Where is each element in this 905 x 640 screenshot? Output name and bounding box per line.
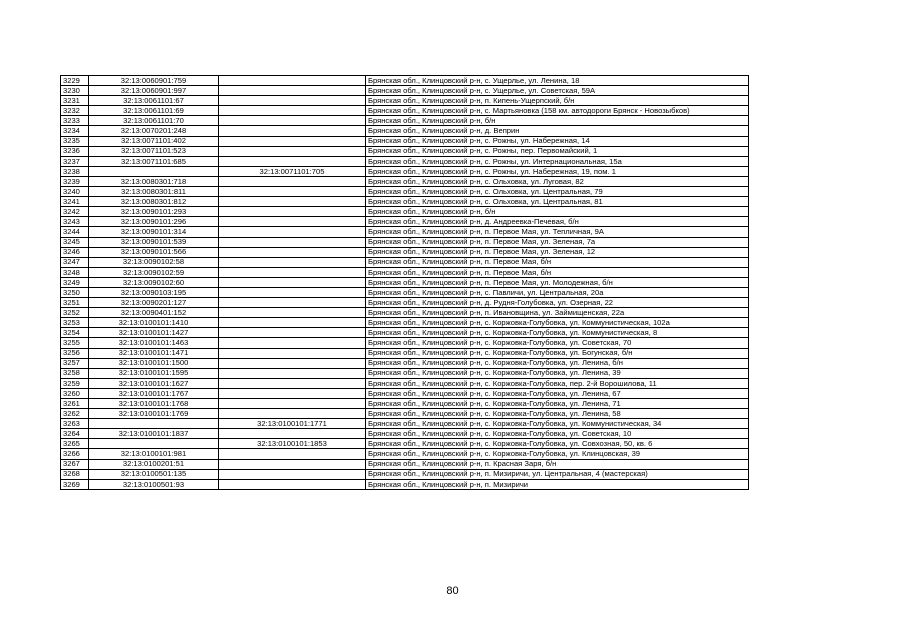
table-row [61, 156, 749, 166]
table-row [61, 136, 749, 146]
row-number-cell: 3269 [61, 479, 89, 489]
address-cell: Брянская обл., Клинцовский р-н, п. Первое Мая, б/н [366, 267, 749, 277]
table-row [61, 267, 749, 277]
cadastral-number-cell: 32:13:0100501:93 [89, 479, 219, 489]
address-cell: Брянская обл., Клинцовский р-н, с. Коржовка-Голубовка, ул. Коммунистическая, 102а [366, 318, 749, 328]
cadastral-number-alt-cell [219, 156, 366, 166]
row-number-cell: 3238 [61, 166, 89, 176]
address-cell: Брянская обл., Клинцовский р-н, с. Ольховка, ул. Центральная, 79 [366, 187, 749, 197]
row-number-cell: 3255 [61, 338, 89, 348]
address-cell: Брянская обл., Клинцовский р-н, б/н [366, 116, 749, 126]
address-cell: Брянская обл., Клинцовский р-н, п. Первое Мая, б/н [366, 257, 749, 267]
row-number-cell: 3239 [61, 176, 89, 186]
table-row [61, 227, 749, 237]
cadastral-number-cell: 32:13:0060901:759 [89, 76, 219, 86]
cadastral-number-cell: 32:13:0100101:1595 [89, 368, 219, 378]
cadastral-number-cell: 32:13:0100101:1767 [89, 388, 219, 398]
page-number: 80 [446, 585, 459, 597]
row-number-cell: 3244 [61, 227, 89, 237]
row-number-cell: 3247 [61, 257, 89, 267]
cadastral-number-cell: 32:13:0100101:1500 [89, 358, 219, 368]
cadastral-number-alt-cell [219, 176, 366, 186]
address-cell: Брянская обл., Клинцовский р-н, п. Первое Мая, ул. Зеленая, 12 [366, 247, 749, 257]
cadastral-number-alt-cell [219, 227, 366, 237]
address-cell: Брянская обл., Клинцовский р-н, п. Ивановщина, ул. Займищенская, 22а [366, 308, 749, 318]
row-number-cell: 3241 [61, 197, 89, 207]
table-row [61, 207, 749, 217]
row-number-cell: 3235 [61, 136, 89, 146]
address-cell: Брянская обл., Клинцовский р-н, с. Коржовка-Голубовка, ул. Коммунистическая, 34 [366, 419, 749, 429]
cadastral-number-alt-cell [219, 96, 366, 106]
row-number-cell: 3240 [61, 187, 89, 197]
cadastral-number-alt-cell [219, 207, 366, 217]
cadastral-number-alt-cell [219, 267, 366, 277]
address-cell: Брянская обл., Клинцовский р-н, с. Рожны, пер. Первомайский, 1 [366, 146, 749, 156]
row-number-cell: 3265 [61, 439, 89, 449]
address-cell: Брянская обл., Клинцовский р-н, с. Коржовка-Голубовка, ул. Богунская, б/н [366, 348, 749, 358]
row-number-cell: 3254 [61, 328, 89, 338]
table-row [61, 247, 749, 257]
address-cell: Брянская обл., Клинцовский р-н, п. Первое Мая, ул. Зеленая, 7а [366, 237, 749, 247]
table-row [61, 237, 749, 247]
cadastral-number-alt-cell [219, 86, 366, 96]
cadastral-number-alt-cell [219, 358, 366, 368]
table-row [61, 308, 749, 318]
table-row [61, 86, 749, 96]
row-number-cell: 3262 [61, 409, 89, 419]
row-number-cell: 3268 [61, 469, 89, 479]
row-number-cell: 3236 [61, 146, 89, 156]
cadastral-number-alt-cell [219, 136, 366, 146]
address-cell: Брянская обл., Клинцовский р-н, с. Рожны, ул. Интернациональная, 15а [366, 156, 749, 166]
row-number-cell: 3231 [61, 96, 89, 106]
cadastral-number-cell: 32:13:0090101:566 [89, 247, 219, 257]
table-row [61, 348, 749, 358]
address-cell: Брянская обл., Клинцовский р-н, с. Коржовка-Голубовка, ул. Коммунистическая, 8 [366, 328, 749, 338]
table-row [61, 388, 749, 398]
address-cell: Брянская обл., Клинцовский р-н, п. Красная Заря, б/н [366, 459, 749, 469]
table-row [61, 176, 749, 186]
cadastral-number-cell: 32:13:0090101:293 [89, 207, 219, 217]
row-number-cell: 3242 [61, 207, 89, 217]
table-row [61, 318, 749, 328]
address-cell: Брянская обл., Клинцовский р-н, с. Мартьяновка (158 км. автодороги Брянск - Новозыбков) [366, 106, 749, 116]
table-row [61, 338, 749, 348]
cadastral-number-cell: 32:13:0071101:685 [89, 156, 219, 166]
cadastral-number-alt-cell [219, 287, 366, 297]
address-cell: Брянская обл., Клинцовский р-н, с. Ущерлье, ул. Ленина, 18 [366, 76, 749, 86]
cadastral-number-alt-cell [219, 338, 366, 348]
cadastral-number-cell: 32:13:0061101:70 [89, 116, 219, 126]
property-table-body [61, 76, 749, 490]
cadastral-number-alt-cell [219, 479, 366, 489]
cadastral-number-alt-cell [219, 449, 366, 459]
cadastral-number-cell: 32:13:0080301:811 [89, 187, 219, 197]
address-cell: Брянская обл., Клинцовский р-н, п. Первое Мая, ул. Тепличная, 9А [366, 227, 749, 237]
row-number-cell: 3263 [61, 419, 89, 429]
table-row [61, 358, 749, 368]
table-row [61, 298, 749, 308]
cadastral-number-cell: 32:13:0090401:152 [89, 308, 219, 318]
table-row [61, 166, 749, 176]
row-number-cell: 3248 [61, 267, 89, 277]
cadastral-number-alt-cell [219, 328, 366, 338]
cadastral-number-alt-cell [219, 217, 366, 227]
table-row [61, 116, 749, 126]
table-row [61, 96, 749, 106]
table-row [61, 187, 749, 197]
table-row [61, 439, 749, 449]
row-number-cell: 3232 [61, 106, 89, 116]
cadastral-number-alt-cell [219, 409, 366, 419]
cadastral-number-alt-cell [219, 197, 366, 207]
table-row [61, 287, 749, 297]
cadastral-number-cell: 32:13:0071101:523 [89, 146, 219, 156]
address-cell: Брянская обл., Клинцовский р-н, д. Веприн [366, 126, 749, 136]
cadastral-number-alt-cell: 32:13:0100101:1853 [219, 439, 366, 449]
cadastral-number-alt-cell [219, 298, 366, 308]
cadastral-number-cell: 32:13:0100101:1837 [89, 429, 219, 439]
cadastral-number-alt-cell [219, 378, 366, 388]
table-row [61, 378, 749, 388]
cadastral-number-cell: 32:13:0100101:1768 [89, 399, 219, 409]
cadastral-number-cell: 32:13:0061101:67 [89, 96, 219, 106]
row-number-cell: 3256 [61, 348, 89, 358]
table-row [61, 409, 749, 419]
table-row [61, 399, 749, 409]
row-number-cell: 3264 [61, 429, 89, 439]
table-row [61, 146, 749, 156]
address-cell: Брянская обл., Клинцовский р-н, п. Мизиричи [366, 479, 749, 489]
row-number-cell: 3253 [61, 318, 89, 328]
cadastral-number-cell: 32:13:0090102:60 [89, 277, 219, 287]
row-number-cell: 3258 [61, 368, 89, 378]
table-row [61, 429, 749, 439]
cadastral-number-alt-cell [219, 308, 366, 318]
row-number-cell: 3261 [61, 399, 89, 409]
address-cell: Брянская обл., Клинцовский р-н, п. Кипень-Ущерпский, б/н [366, 96, 749, 106]
cadastral-number-alt-cell [219, 237, 366, 247]
address-cell: Брянская обл., Клинцовский р-н, с. Коржовка-Голубовка, ул. Советская, 70 [366, 338, 749, 348]
table-row [61, 217, 749, 227]
address-cell: Брянская обл., Клинцовский р-н, с. Ольховка, ул. Луговая, 82 [366, 176, 749, 186]
row-number-cell: 3266 [61, 449, 89, 459]
address-cell: Брянская обл., Клинцовский р-н, с. Коржовка-Голубовка, ул. Клинцовская, 39 [366, 449, 749, 459]
table-row [61, 368, 749, 378]
cadastral-number-alt-cell [219, 126, 366, 136]
table-row [61, 459, 749, 469]
address-cell: Брянская обл., Клинцовский р-н, с. Коржовка-Голубовка, ул. Ленина, б/н [366, 358, 749, 368]
cadastral-number-alt-cell [219, 318, 366, 328]
address-cell: Брянская обл., Клинцовский р-н, с. Рожны, ул. Набережная, 19, пом. 1 [366, 166, 749, 176]
cadastral-number-cell: 32:13:0061101:69 [89, 106, 219, 116]
address-cell: Брянская обл., Клинцовский р-н, с. Коржовка-Голубовка, ул. Ленина, 71 [366, 399, 749, 409]
cadastral-number-alt-cell [219, 257, 366, 267]
address-cell: Брянская обл., Клинцовский р-н, с. Коржовка-Голубовка, ул. Ленина, 67 [366, 388, 749, 398]
cadastral-number-cell: 32:13:0100101:1427 [89, 328, 219, 338]
cadastral-number-cell: 32:13:0100101:1769 [89, 409, 219, 419]
row-number-cell: 3259 [61, 378, 89, 388]
cadastral-number-cell: 32:13:0070201:248 [89, 126, 219, 136]
address-cell: Брянская обл., Клинцовский р-н, с. Коржовка-Голубовка, ул. Ленина, 39 [366, 368, 749, 378]
table-row [61, 449, 749, 459]
cadastral-number-alt-cell [219, 76, 366, 86]
row-number-cell: 3252 [61, 308, 89, 318]
row-number-cell: 3229 [61, 76, 89, 86]
address-cell: Брянская обл., Клинцовский р-н, п. Первое Мая, ул. Молодежная, б/н [366, 277, 749, 287]
cadastral-number-cell: 32:13:0080301:812 [89, 197, 219, 207]
cadastral-number-alt-cell [219, 399, 366, 409]
cadastral-number-alt-cell [219, 368, 366, 378]
table-row [61, 126, 749, 136]
table-row [61, 328, 749, 338]
cadastral-number-cell: 32:13:0071101:402 [89, 136, 219, 146]
address-cell: Брянская обл., Клинцовский р-н, д. Андреевка-Печевая, б/н [366, 217, 749, 227]
table-row [61, 106, 749, 116]
row-number-cell: 3250 [61, 287, 89, 297]
address-cell: Брянская обл., Клинцовский р-н, с. Коржовка-Голубовка, ул. Совхозная, 50, кв. 6 [366, 439, 749, 449]
cadastral-number-cell: 32:13:0090101:296 [89, 217, 219, 227]
cadastral-number-cell [89, 439, 219, 449]
row-number-cell: 3251 [61, 298, 89, 308]
cadastral-number-alt-cell [219, 469, 366, 479]
address-cell: Брянская обл., Клинцовский р-н, б/н [366, 207, 749, 217]
row-number-cell: 3245 [61, 237, 89, 247]
address-cell: Брянская обл., Клинцовский р-н, с. Коржовка-Голубовка, пер. 2-й Ворошилова, 11 [366, 378, 749, 388]
table-row [61, 76, 749, 86]
cadastral-number-cell: 32:13:0090101:539 [89, 237, 219, 247]
address-cell: Брянская обл., Клинцовский р-н, с. Коржовка-Голубовка, ул. Ленина, 58 [366, 409, 749, 419]
address-cell: Брянская обл., Клинцовский р-н, с. Коржовка-Голубовка, ул. Советская, 10 [366, 429, 749, 439]
cadastral-number-cell: 32:13:0100201:51 [89, 459, 219, 469]
cadastral-number-alt-cell: 32:13:0100101:1771 [219, 419, 366, 429]
cadastral-number-cell: 32:13:0100101:1471 [89, 348, 219, 358]
table-row [61, 469, 749, 479]
table-row [61, 419, 749, 429]
cadastral-number-alt-cell [219, 116, 366, 126]
row-number-cell: 3260 [61, 388, 89, 398]
row-number-cell: 3249 [61, 277, 89, 287]
cadastral-number-alt-cell [219, 106, 366, 116]
address-cell: Брянская обл., Клинцовский р-н, с. Ущерлье, ул. Советская, 59А [366, 86, 749, 96]
cadastral-number-alt-cell [219, 388, 366, 398]
address-cell: Брянская обл., Клинцовский р-н, с. Рожны, ул. Набережная, 14 [366, 136, 749, 146]
row-number-cell: 3246 [61, 247, 89, 257]
table-row [61, 479, 749, 489]
row-number-cell: 3237 [61, 156, 89, 166]
address-cell: Брянская обл., Клинцовский р-н, д. Рудня-Голубовка, ул. Озерная, 22 [366, 298, 749, 308]
property-table [60, 75, 749, 490]
row-number-cell: 3257 [61, 358, 89, 368]
cadastral-number-cell: 32:13:0060901:997 [89, 86, 219, 96]
cadastral-number-alt-cell [219, 277, 366, 287]
cadastral-number-cell: 32:13:0100101:1463 [89, 338, 219, 348]
cadastral-number-alt-cell [219, 429, 366, 439]
cadastral-number-cell: 32:13:0090101:314 [89, 227, 219, 237]
row-number-cell: 3243 [61, 217, 89, 227]
address-cell: Брянская обл., Клинцовский р-н, п. Мизиричи, ул. Центральная, 4 (мастерская) [366, 469, 749, 479]
cadastral-number-alt-cell [219, 187, 366, 197]
cadastral-number-cell: 32:13:0100501:135 [89, 469, 219, 479]
cadastral-number-alt-cell [219, 247, 366, 257]
cadastral-number-alt-cell [219, 459, 366, 469]
cadastral-number-cell: 32:13:0100101:1410 [89, 318, 219, 328]
table-row [61, 257, 749, 267]
cadastral-number-cell: 32:13:0100101:1627 [89, 378, 219, 388]
table-row [61, 197, 749, 207]
cadastral-number-alt-cell: 32:13:0071101:705 [219, 166, 366, 176]
address-cell: Брянская обл., Клинцовский р-н, с. Павличи, ул. Центральная, 20а [366, 287, 749, 297]
cadastral-number-cell: 32:13:0090103:195 [89, 287, 219, 297]
cadastral-number-cell: 32:13:0090102:59 [89, 267, 219, 277]
cadastral-number-cell [89, 419, 219, 429]
row-number-cell: 3267 [61, 459, 89, 469]
cadastral-number-cell: 32:13:0080301:718 [89, 176, 219, 186]
row-number-cell: 3233 [61, 116, 89, 126]
cadastral-number-cell: 32:13:0090102:58 [89, 257, 219, 267]
cadastral-number-cell: 32:13:0100101:981 [89, 449, 219, 459]
address-cell: Брянская обл., Клинцовский р-н, с. Ольховка, ул. Центральная, 81 [366, 197, 749, 207]
row-number-cell: 3230 [61, 86, 89, 96]
row-number-cell: 3234 [61, 126, 89, 136]
table-row [61, 277, 749, 287]
cadastral-number-cell: 32:13:0090201:127 [89, 298, 219, 308]
cadastral-number-alt-cell [219, 146, 366, 156]
cadastral-number-cell [89, 166, 219, 176]
cadastral-number-alt-cell [219, 348, 366, 358]
